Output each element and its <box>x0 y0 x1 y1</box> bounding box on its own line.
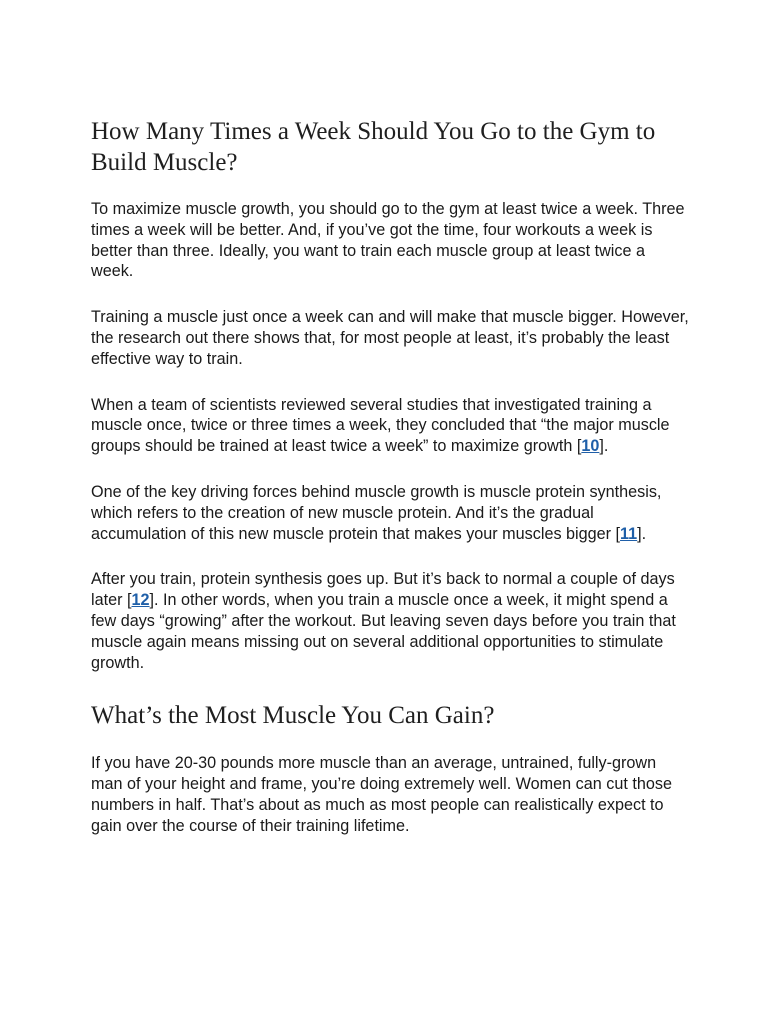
reference-link-12[interactable]: 12 <box>131 591 150 610</box>
paragraph-scientists-review <box>91 395 691 457</box>
paragraph-text: ]. <box>637 524 647 543</box>
reference-link-11[interactable]: 11 <box>620 524 638 543</box>
paragraph-text: ]. <box>599 437 609 456</box>
paragraph-text: When a team of scientists reviewed several studies that investigated training a muscle once, twice or three times a week, they concluded that “the major muscle groups should be trained at least twice a week” to maximize growth [ <box>91 395 670 456</box>
paragraph-text: After you train, protein synthesis goes up. But it’s back to normal a couple of days later [ <box>91 570 675 610</box>
article-body <box>91 116 691 862</box>
paragraph-text: One of the key driving forces behind muscle growth is muscle protein synthesis, which refers to the creation of new muscle protein. And it’s the gradual accumulation of this new muscle protein that makes your muscles bigger [ <box>91 482 662 543</box>
section-heading-gym-frequency: How Many Times a Week Should You Go to the Gym to Build Muscle? <box>91 118 656 176</box>
paragraph-after-training <box>91 569 691 673</box>
section-heading-max-muscle: What’s the Most Muscle You Can Gain? <box>91 702 495 730</box>
paragraph-protein-synthesis <box>91 482 691 544</box>
paragraph-once-a-week: Training a muscle just once a week can and will make that muscle bigger. However, the research out there shows that, for most people at least, it’s probably the least effective way to train. <box>91 308 689 368</box>
paragraph-text: ]. In other words, when you train a muscle once a week, it might spend a few days “growing” after the workout. But leaving seven days before you train that muscle again means missing out on several additional opportunities to stimulate growth. <box>91 591 676 672</box>
paragraph-muscle-gain-limit: If you have 20-30 pounds more muscle than an average, untrained, fully-grown man of your height and frame, you’re doing extremely well. Women can cut those numbers in half. That’s about as much as most people can realistically expect to gain over the course of their training lifetime. <box>91 754 672 835</box>
reference-link-10[interactable]: 10 <box>581 437 600 456</box>
paragraph-maximize-growth: To maximize muscle growth, you should go to the gym at least twice a week. Three times a week will be better. And, if you’ve got the time, four workouts a week is better than three. Ideally, you want to train each muscle group at least twice a week. <box>91 200 685 281</box>
